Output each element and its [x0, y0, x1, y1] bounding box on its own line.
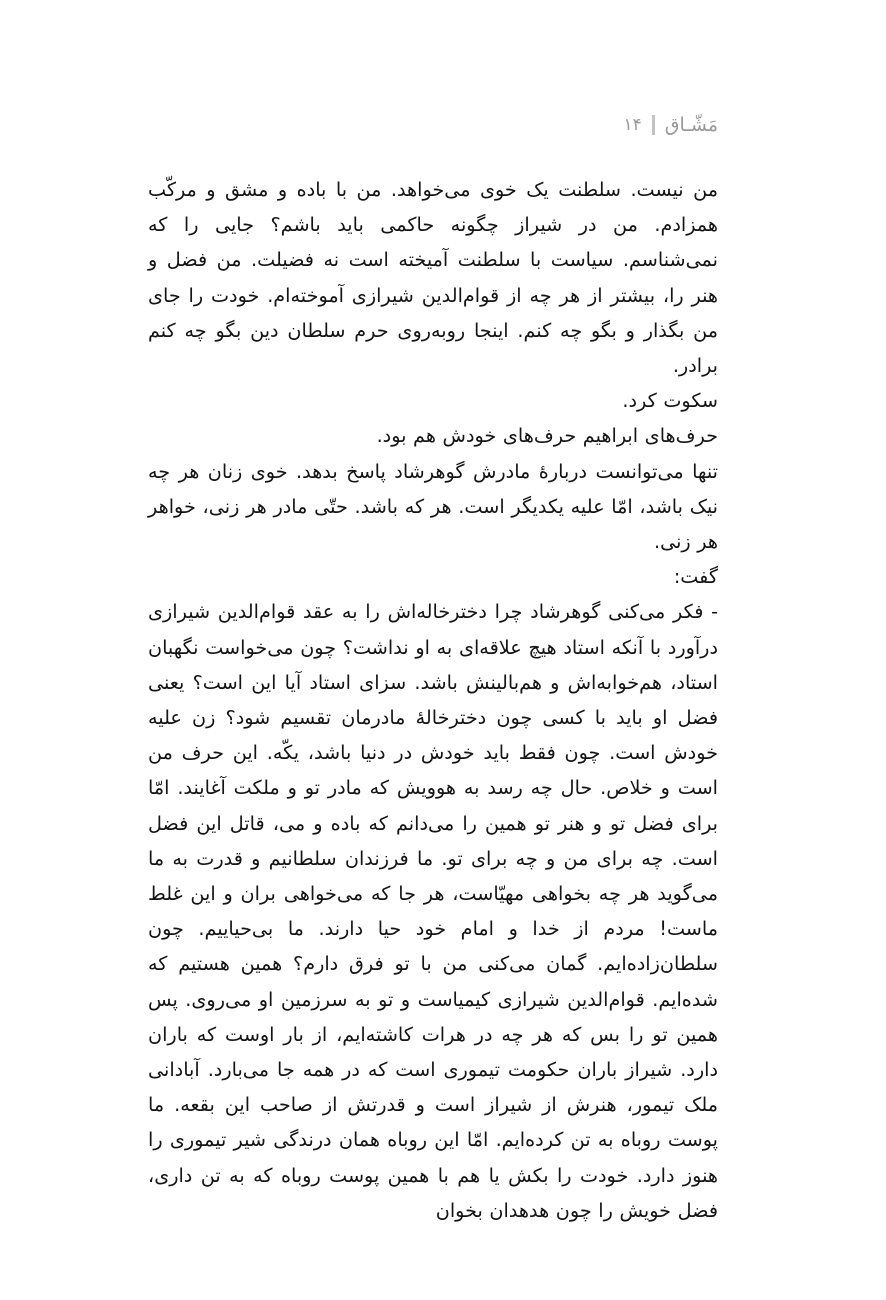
body-text-block — [148, 172, 718, 1228]
paragraph: - فکر می‌کنی گوهرشاد چرا دخترخاله‌اش را به عقد قوام‌الدین شیرازی درآورد با آنکه استاد هیچ علاقه‌ای به او نداشت؟ چون می‌خواست نگهبان استاد، هم‌خوابه‌اش و هم‌بالینش باشد. سزای استاد آیا این است؟ یعنی فضل او باید با کسی چون دخترخالۀ مادرمان تقسیم شود؟ زن علیه خودش است. چون فقط باید خودش در دنیا باشد، یکّه. این حرف من است و خلاص. حال چه رسد به هوویش که مادر تو و ملکت آغایند. امّا برای فضل تو و هنر تو همین را می‌دانم که باده و می، قاتل این فضل است. چه برای من و چه برای تو. ما فرزندان سلطانیم و قدرت به ما می‌گوید هر چه بخواهی مهیّاست، هر جا که می‌خواهی بران و این غلط ماست! مردم از خدا و امام خود حیا دارند. ما بی‌حیاییم. چون سلطان‌زاده‌ایم. گمان می‌کنی من با تو فرق دارم؟ همین هستیم که شده‌ایم. قوام‌الدین شیرازی کیمیاست و تو به سرزمین او می‌روی. پس همین تو را بس که هر چه در هرات کاشته‌ایم، از بار اوست که باران دارد. شیراز باران حکومت تیموری است که در همه جا می‌بارد. آبادانی ملک تیمور، هنرش از شیراز است و قدرتش از صاحب این بقعه. ما پوست روباه به تن کرده‌ایم. امّا این روباه همان درندگی شیر تیموری را هنوز دارد. خودت را بکش یا هم با همین پوست روباه که به تن داری، فضل خویش را چون هدهدان بخوان — [148, 600, 718, 1222]
paragraph: حرف‌های ابراهیم حرف‌های خودش هم بود. — [376, 424, 718, 448]
paragraph: گفت: — [673, 565, 718, 589]
paragraph: من نیست. سلطنت یک خوی می‌خواهد. من با باده و مشق و مرکّب همزادم. من در شیراز چگونه حاکمی باید باشم؟ جایی را که نمی‌شناسم. سیاست با سلطنت آمیخته است نه فضیلت. من فضل و هنر را، بیشتر از هر چه از قوام‌الدین شیرازی آموخته‌ام. خودت را جای من بگذار و بگو چه کنم. اینجا روبه‌روی حرم سلطان دین بگو چه کنم برادر. — [148, 178, 718, 378]
paragraph: تنها می‌توانست دربارۀ مادرش گوهرشاد پاسخ بدهد. خوی زنان هر چه نیک باشد، امّا علیه یکدیگر است. هر که باشد. حتّی مادر هر زنی، خواهر هر زنی. — [148, 459, 718, 554]
header-separator-rule — [652, 115, 655, 135]
page-number: ۱۴ — [623, 114, 642, 135]
header-book-title: مَشّـاق — [664, 113, 718, 136]
running-header — [148, 108, 718, 142]
paragraph: سکوت کرد. — [622, 389, 718, 413]
